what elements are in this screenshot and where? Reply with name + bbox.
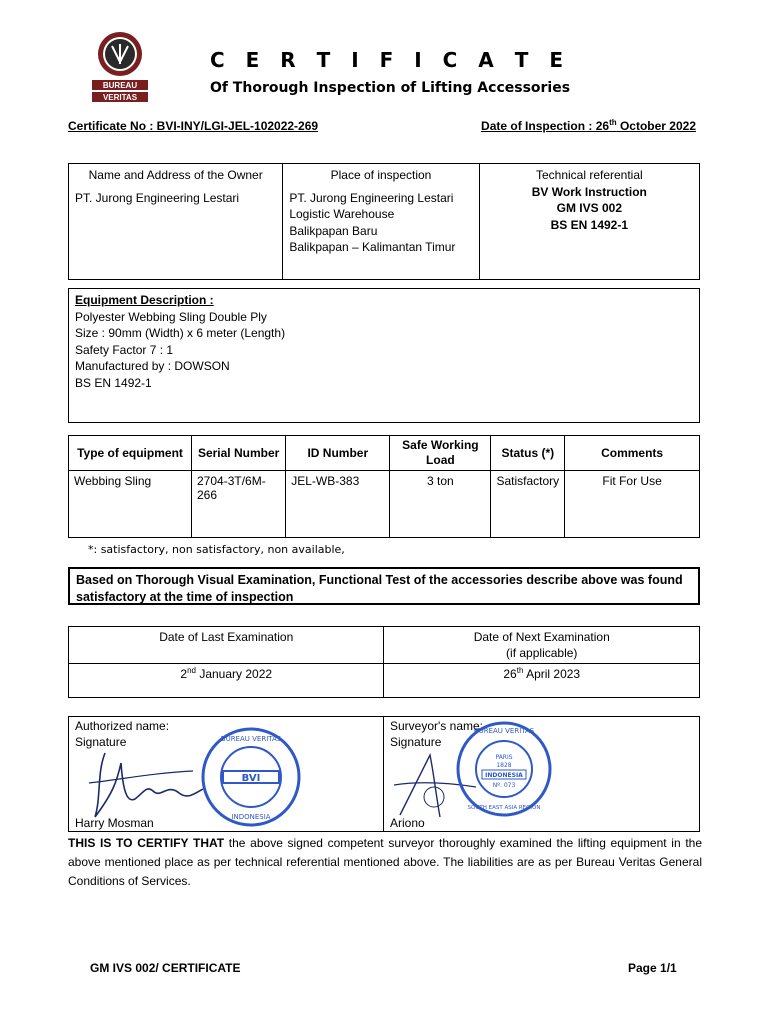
bureau-veritas-logo: [88, 30, 152, 114]
table-cell: Satisfactory: [491, 471, 565, 538]
surveyor-name: Ariono: [390, 816, 425, 830]
signature-label: Signature: [75, 735, 127, 749]
dates-header-row: [69, 627, 700, 664]
certification-statement: [68, 834, 702, 891]
equipment-line: Size : 90mm (Width) x 6 meter (Length): [75, 326, 286, 340]
referential-header: Technical referential: [535, 168, 643, 182]
svg-text:1828: 1828: [496, 762, 512, 769]
bvi-stamp-icon: [199, 725, 303, 829]
equipment-line: BS EN 1492-1: [75, 375, 152, 390]
equipment-table: [68, 435, 700, 538]
owner-column: [69, 164, 283, 279]
svg-text:BUREAU VERITAS: BUREAU VERITAS: [220, 735, 282, 743]
equipment-description: [68, 288, 700, 423]
certificate-subtitle: Of Thorough Inspection of Lifting Accessories: [209, 80, 571, 96]
referential-column: [480, 164, 699, 279]
next-exam-header: Date of Next Examination (if applicable): [384, 627, 700, 664]
authorized-signature-icon: [83, 743, 213, 821]
svg-text:VERITAS: VERITAS: [102, 93, 138, 102]
column-header: ID Number: [286, 436, 390, 471]
place-header: Place of inspection: [330, 168, 432, 182]
svg-text:Nº. 073: Nº. 073: [492, 782, 516, 789]
table-cell: 3 ton: [390, 471, 491, 538]
examination-dates-table: [68, 626, 700, 698]
next-exam-note: (if applicable): [506, 646, 578, 660]
place-line: PT. Jurong Engineering Lestari: [289, 190, 454, 205]
svg-text:SOUTH EAST ASIA REGION: SOUTH EAST ASIA REGION: [467, 805, 541, 811]
equipment-line: Polyester Webbing Sling Double Ply: [75, 309, 267, 324]
authorized-label: Authorized name:: [75, 719, 170, 733]
column-header: Serial Number: [192, 436, 286, 471]
authorized-name: Harry Mosman: [75, 816, 154, 830]
place-column: [283, 164, 479, 279]
dates-value-row: [69, 664, 700, 698]
certificate-title: C E R T I F I C A T E: [209, 48, 571, 72]
signature-box: [68, 716, 700, 832]
svg-text:BUREAU VERITAS: BUREAU VERITAS: [473, 727, 535, 735]
next-exam-date: 26th April 2023: [384, 664, 700, 698]
owner-info-table: [68, 163, 700, 280]
last-exam-date: 2nd January 2022: [69, 664, 384, 698]
referential-line: BV Work Instruction: [531, 184, 647, 199]
surveyor-section: [384, 717, 699, 831]
svg-text:PARIS: PARIS: [495, 754, 513, 761]
footer-page-number: Page 1/1: [628, 961, 677, 975]
place-line: Balikpapan Baru: [289, 223, 378, 238]
place-line: Balikpapan – Kalimantan Timur: [289, 240, 456, 254]
referential-line: GM IVS 002: [556, 201, 623, 215]
table-cell: 2704-3T/6M-266: [192, 471, 286, 538]
certify-lead: THIS IS TO CERTIFY THAT: [68, 836, 225, 850]
bureau-veritas-stamp-icon: [454, 719, 554, 819]
column-header: Comments: [565, 436, 700, 471]
table-row: [69, 471, 700, 538]
column-header: Safe Working Load: [390, 436, 491, 471]
inspection-date: Date of Inspection : 26th October 2022: [481, 118, 696, 133]
place-line: Logistic Warehouse: [289, 207, 395, 221]
last-exam-header: Date of Last Examination: [69, 627, 384, 664]
svg-text:INDONESIA: INDONESIA: [231, 813, 271, 821]
certificate-info-line: [68, 119, 696, 133]
surveyor-label: Surveyor's name:: [390, 719, 483, 733]
equipment-line: Safety Factor 7 : 1: [75, 342, 174, 357]
certify-text: the above signed competent surveyor thoroughly examined the lifting equipment in the above mentioned place as per technical referential mentioned above. The liabilities are as per Bureau Veritas General Conditions of Services.: [68, 836, 702, 888]
svg-text:INDONESIA: INDONESIA: [485, 772, 523, 779]
table-cell: Webbing Sling: [69, 471, 192, 538]
authorized-section: [69, 717, 384, 831]
referential-line: BS EN 1492-1: [550, 217, 629, 232]
svg-text:BUREAU: BUREAU: [102, 81, 138, 90]
status-note: *: satisfactory, non satisfactory, non available,: [88, 543, 345, 556]
owner-value: PT. Jurong Engineering Lestari: [75, 190, 240, 205]
footer-document-code: GM IVS 002/ CERTIFICATE: [90, 961, 241, 975]
column-header: Status (*): [491, 436, 565, 471]
surveyor-signature-label: Signature: [390, 735, 442, 749]
table-cell: JEL-WB-383: [286, 471, 390, 538]
certificate-number: Certificate No : BVI-INY/LGI-JEL-102022-269: [68, 119, 319, 133]
table-header-row: [69, 436, 700, 471]
equipment-heading: Equipment Description :: [75, 293, 214, 307]
column-header: Type of equipment: [69, 436, 192, 471]
owner-header: Name and Address of the Owner: [88, 168, 263, 182]
table-cell: Fit For Use: [565, 471, 700, 538]
equipment-line: Manufactured by : DOWSON: [75, 359, 230, 373]
svg-text:BVI: BVI: [241, 773, 261, 784]
conclusion-box: Based on Thorough Visual Examination, Functional Test of the accessories describe above was found satisfactory at the time of inspection: [68, 567, 700, 605]
